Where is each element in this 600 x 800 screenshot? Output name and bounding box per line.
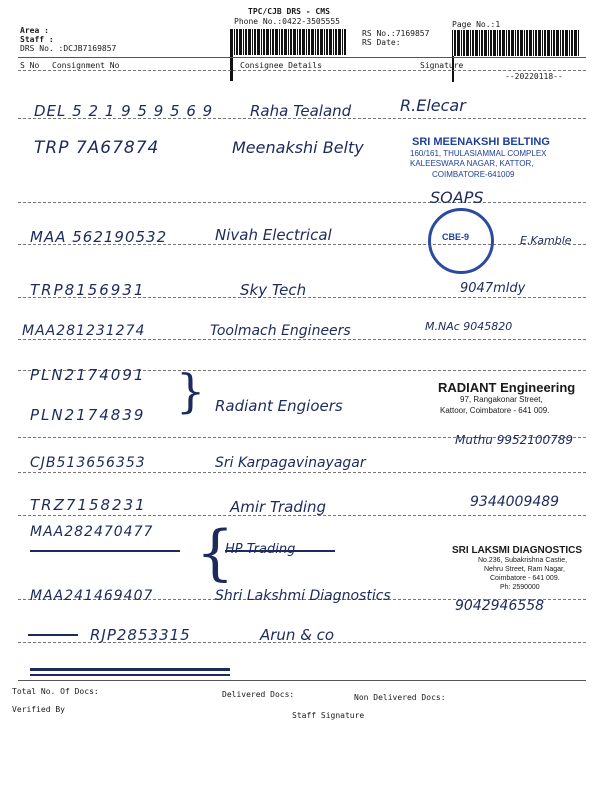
barcode-bar [551,30,552,56]
consignee-name: Amir Trading [230,498,327,516]
barcode-bar [311,29,314,55]
barcode-bar [542,30,543,56]
barcode-bar [257,29,260,55]
drs-number: DRS No. :DCJB7169857 [20,44,117,53]
barcode-bar [479,30,480,56]
signature: R.Elecar [400,96,466,115]
footer-rule [18,680,586,681]
signature: SOAPS [430,188,484,207]
consignment-no: PLN2174091 [30,366,146,384]
barcode-bar [297,29,298,55]
barcode-bar [506,30,507,56]
barcode-bar [578,30,579,56]
barcode-bar [320,29,323,55]
barcode-bar [529,30,532,56]
barcode-bar [239,29,242,55]
barcode-bar [511,30,514,56]
barcode-bar [490,30,492,56]
barcode-bar [520,30,523,56]
barcode-bar [461,30,462,56]
barcode-bar [571,30,573,56]
stamp-radiant-line1: 97, Rangakonar Street, [460,395,543,404]
signature: 9047mldy [460,281,526,296]
barcode-bar [333,29,334,55]
barcode-bar [565,30,568,56]
barcode-bar [452,30,453,56]
barcode-bar [484,30,487,56]
barcode-bar [254,29,256,55]
staff-signature-label: Staff Signature [292,711,365,720]
staff-label: Staff : [20,35,54,44]
stamp-radiant-line2: Kattoor, Coimbatore - 641 009. [440,406,550,415]
header-bottom-rule [18,70,586,71]
stamp-lakshmi-line4: Ph: 2590000 [500,584,540,591]
barcode-bar [324,29,325,55]
delivered-docs-label: Delivered Docs: [222,690,295,699]
barcode-bar [535,30,537,56]
rs-date: RS Date: [362,38,401,47]
barcode-bar [338,29,341,55]
phone-number: Phone No.:0422-3505555 [234,17,340,26]
barcode-bar [481,30,483,56]
barcode-bar [526,30,528,56]
barcode-bar [317,29,319,55]
rs-number: RS No.:7169857 [362,29,430,38]
stamp-radiant-name: RADIANT Engineering [438,380,576,395]
barcode-bar [463,30,465,56]
strike-through [30,550,180,552]
barcode-bar [515,30,516,56]
verified-by-label: Verified By [12,705,65,714]
consignee-name: Meenakshi Belty [232,138,364,157]
col-sno: S No [20,61,40,70]
barcode-bar [547,30,550,56]
barcode-bar [245,29,247,55]
barcode-bar [553,30,555,56]
consignment-no: MAA282470477 [30,524,154,540]
consignment-no: MAA241469407 [30,588,154,604]
barcode-bar [272,29,274,55]
consignment-no: MAA 562190532 [30,228,168,246]
barcode-bar [299,29,301,55]
barcode-right [452,30,582,56]
barcode-bar [560,30,561,56]
signature: M.NAc 9045820 [425,320,513,333]
consignment-no: PLN2174839 [30,406,146,424]
barcode-bar [562,30,564,56]
barcode-bar [493,30,496,56]
consignee-name: Arun & co [260,626,335,644]
barcode-bar [466,30,469,56]
barcode-bar [470,30,471,56]
header-top-rule [18,57,586,58]
consignee-name: Raha Tealand [250,102,352,120]
consignment-no: RJP2853315 [90,626,191,644]
page-number: Page No.:1 [452,20,501,29]
consignment-no: TRP8156931 [30,281,146,299]
barcode-bar [302,29,305,55]
barcode-bar [263,29,265,55]
stamp-lakshmi-name: SRI LAKSMI DIAGNOSTICS [452,545,583,556]
consignment-no: TRZ7158231 [30,496,147,514]
consignee-name: Radiant Engioers [215,397,343,415]
barcode-bar [344,29,346,55]
signature: 9042946558 [455,598,545,614]
barcode-bar [497,30,498,56]
barcode-bar [326,29,328,55]
strike-through [28,634,78,636]
signature: Muthu 9952100789 [455,433,574,447]
stamp-meenakshi-name: SRI MEENAKSHI BELTING [412,136,550,148]
barcode-bar [308,29,310,55]
strike-through [30,668,230,671]
strike-through [30,674,230,676]
barcode-bar [252,29,253,55]
consignee-name: Sri Karpagavinayagar [215,455,366,471]
area-label: Area : [20,26,49,35]
barcode-bar [230,29,233,55]
barcode-bar [524,30,525,56]
consignment-no: DEL 5 2 1 9 5 9 5 6 9 [34,102,214,120]
barcode-bar [275,29,278,55]
stamp-meenakshi-line2: KALEESWARA NAGAR, KATTOR, [410,159,534,168]
consignment-no: MAA281231274 [22,323,146,339]
barcode-left [230,29,350,55]
signature: E.Kamble [520,234,572,247]
total-docs-label: Total No. Of Docs: [12,687,99,696]
round-seal-text: CBE-9 [442,232,470,242]
stamp-lakshmi-line1: No.236, Subakrishna Castie, [478,557,568,564]
consignee-name: Shri Lakshmi Diagnostics [215,588,391,604]
col-consignment: Consignment No [52,61,120,70]
barcode-bar [335,29,337,55]
barcode-bar [454,30,456,56]
consignee-name: Toolmach Engineers [210,323,351,339]
strike-through [225,550,335,552]
barcode-bar [281,29,283,55]
barcode-bar [234,29,235,55]
barcode-bar [230,55,233,81]
barcode-bar [499,30,501,56]
grouping-brace: { [196,518,235,588]
grouping-brace: } [176,364,206,418]
barcode-bar [306,29,307,55]
barcode-bar [261,29,262,55]
signature: 9344009489 [470,494,560,510]
barcode-bar [288,29,289,55]
col-consignee: Consignee Details [240,61,322,70]
stamp-meenakshi-line3: COIMBATORE-641009 [432,170,515,179]
barcode-bar [533,30,534,56]
consignment-no: TRP 7A67874 [34,138,160,158]
consignee-name: Sky Tech [240,281,307,299]
barcode-bar [342,29,343,55]
barcode-bar [290,29,292,55]
barcode-bar [315,29,316,55]
col-signature: Signature [420,61,464,70]
barcode-bar [329,29,332,55]
barcode-bar [284,29,287,55]
barcode-bar [569,30,570,56]
non-delivered-docs-label: Non Delivered Docs: [354,693,446,702]
barcode-bar [243,29,244,55]
barcode-bar [517,30,519,56]
barcode-bar [574,30,577,56]
barcode-bar [556,30,559,56]
consignee-name: Nivah Electrical [215,226,332,244]
barcode-bar [508,30,510,56]
barcode-bar [248,29,251,55]
barcode-bar [502,30,505,56]
stamp-lakshmi-line2: Nehru Street, Ram Nagar, [484,566,565,573]
barcode-bar [538,30,541,56]
stamp-meenakshi-line1: 160/161, THULASIAMMAL COMPLEX [410,149,547,158]
sheet-title: TPC/CJB DRS - CMS [248,7,330,16]
barcode-bar [457,30,460,56]
stamp-lakshmi-line3: Coimbatore - 641 009. [490,575,560,582]
barcode-bar [270,29,271,55]
barcode-bar [544,30,546,56]
barcode-bar [266,29,269,55]
print-date: --20220118-- [505,72,563,81]
row-rule [18,339,586,340]
row-rule [18,472,586,473]
barcode-bar [236,29,238,55]
barcode-bar [293,29,296,55]
barcode-bar [472,30,474,56]
consignment-no: CJB513656353 [30,455,146,471]
barcode-bar [488,30,489,56]
barcode-bar [475,30,478,56]
row-rule [18,202,586,203]
barcode-bar [279,29,280,55]
